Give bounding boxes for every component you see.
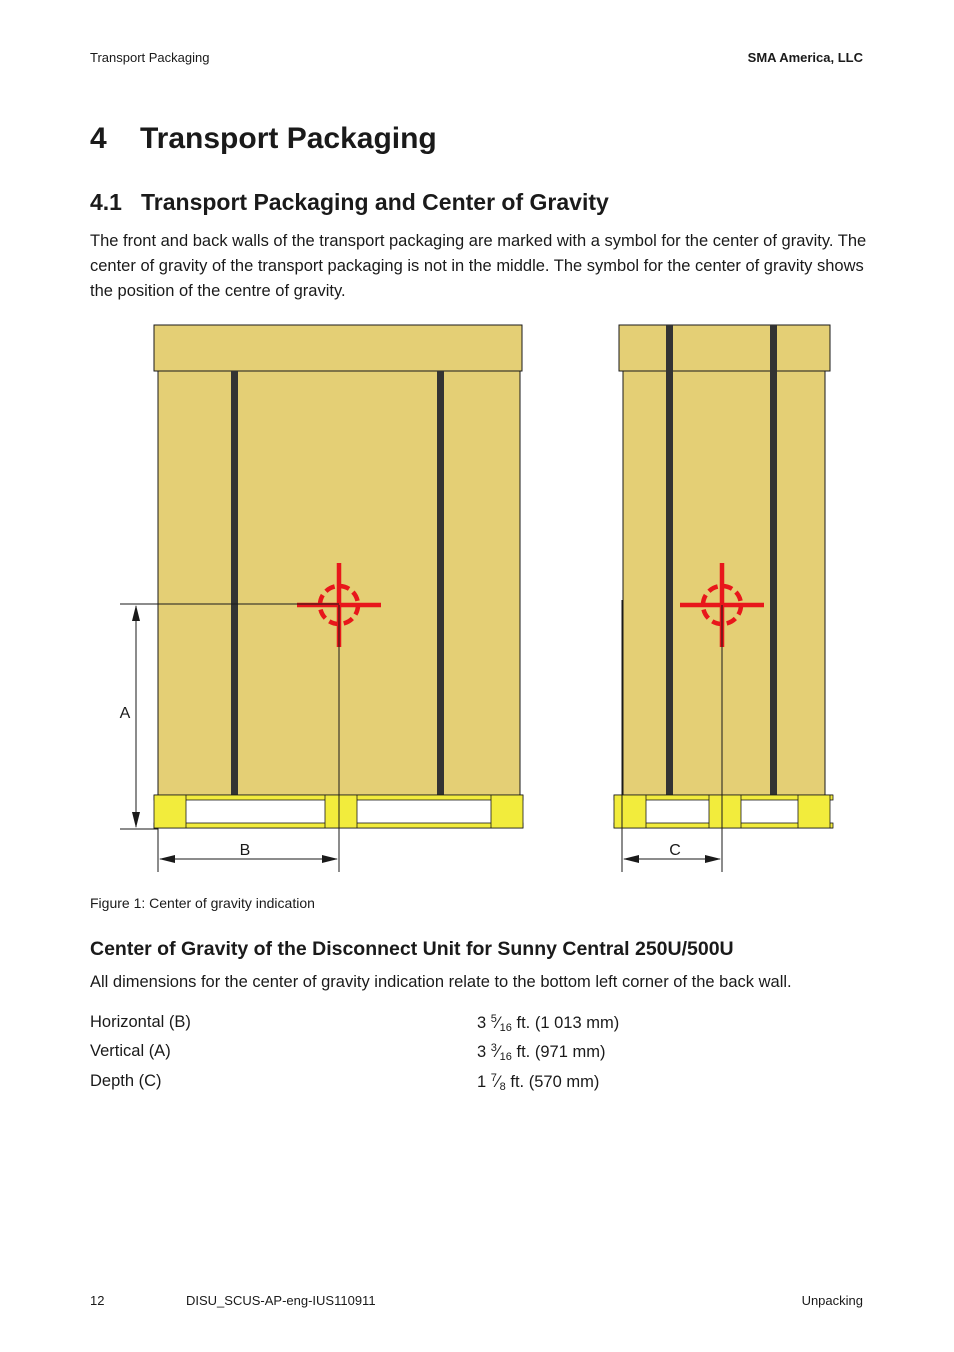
footer-page-number: 12: [90, 1293, 105, 1308]
side-strap-left: [666, 325, 673, 795]
footer-document-id: DISU_SCUS-AP-eng-IUS110911: [186, 1293, 376, 1308]
spec-value: 3 $^3⁄_{16}$ ft. (971 mm): [477, 1042, 606, 1063]
intro-paragraph: The front and back walls of the transport packaging are marked with a symbol for the center of gravity. The center of gravity of the transport packaging is not in the middle. The symbol for the center of gravity shows the position of the centre of gravity.: [90, 232, 867, 300]
running-header-company: SMA America, LLC: [747, 50, 863, 65]
front-pallet-block: [491, 795, 523, 828]
side-pallet: [614, 795, 833, 828]
footer-section-name: Unpacking: [801, 1293, 863, 1308]
section-number: 4.1: [90, 189, 122, 215]
section-title: Transport Packaging and Center of Gravity: [141, 189, 609, 215]
side-strap-right: [770, 325, 777, 795]
running-header-title: Transport Packaging: [90, 50, 210, 65]
spec-label: Horizontal (B): [90, 1013, 191, 1031]
spec-row-horizontal: [90, 1013, 870, 1039]
chapter-title: Transport Packaging: [140, 122, 437, 155]
front-strap-right: [437, 371, 444, 795]
subsection-heading: Center of Gravity of the Disconnect Unit for Sunny Central 250U/500U: [90, 938, 734, 960]
side-lid: [619, 325, 830, 371]
side-pallet-block: [709, 795, 741, 828]
front-strap-left: [231, 371, 238, 795]
side-view-package: [614, 325, 833, 828]
front-pallet-block: [154, 795, 186, 828]
spec-label: Depth (C): [90, 1072, 162, 1090]
spec-row-depth: [90, 1072, 870, 1098]
figure-caption: Figure 1: Center of gravity indication: [90, 895, 315, 911]
label-a: A: [119, 705, 131, 722]
spec-label: Vertical (A): [90, 1042, 171, 1060]
front-pallet-block: [325, 795, 357, 828]
label-b: B: [239, 842, 251, 859]
front-lid: [154, 325, 522, 371]
spec-value: 1 $^7⁄_8$ ft. (570 mm): [477, 1072, 600, 1093]
side-pallet-block: [614, 795, 646, 828]
side-pallet-block: [798, 795, 830, 828]
spec-value: 3 $^5⁄_{16}$ ft. (1 013 mm): [477, 1013, 620, 1034]
reference-note: All dimensions for the center of gravity indication relate to the bottom left corner of the back wall.: [90, 973, 792, 991]
label-c: C: [669, 842, 681, 859]
spec-row-vertical: [90, 1042, 870, 1068]
chapter-number: 4: [90, 122, 107, 155]
